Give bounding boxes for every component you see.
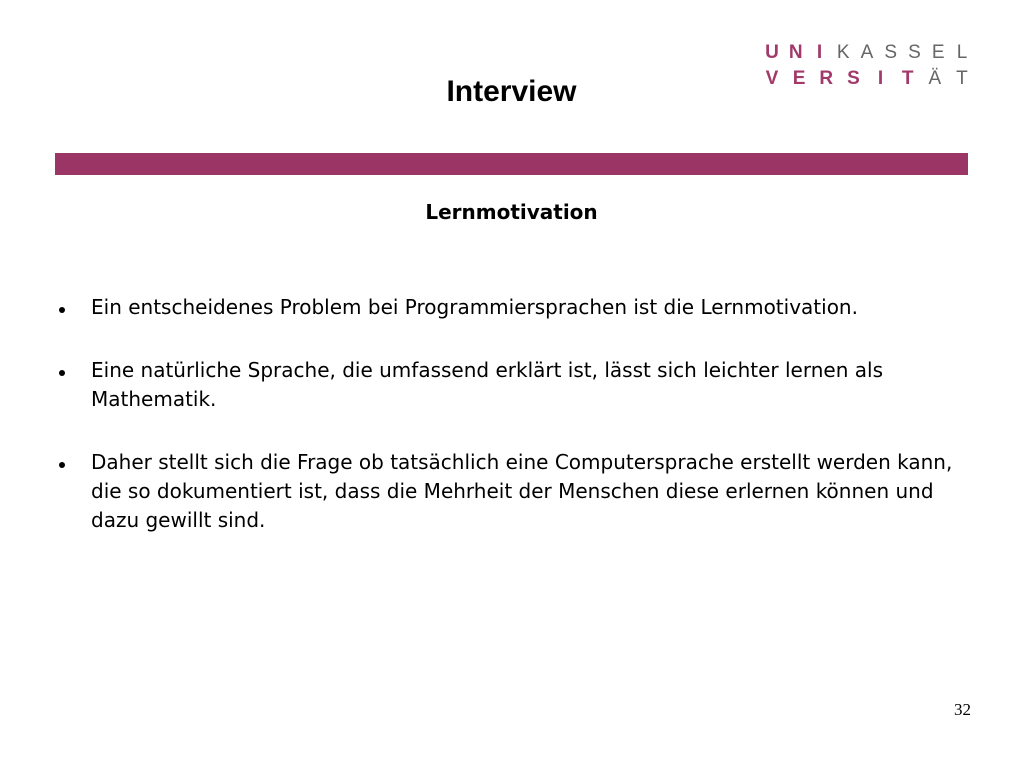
logo-letter: R (819, 68, 834, 89)
bullet-list (55, 293, 955, 569)
logo-letter: K (836, 42, 850, 63)
university-logo (762, 40, 972, 96)
logo-letter: S (847, 68, 860, 89)
logo-letter: I (816, 42, 823, 63)
logo-letter: T (901, 68, 914, 89)
bullet-dot-icon (59, 307, 65, 313)
logo-letter: E (792, 68, 806, 89)
logo-letter: E (931, 42, 945, 63)
logo-letter: A (860, 42, 874, 63)
bullet-dot-icon (59, 370, 65, 376)
bullet-item (55, 356, 955, 414)
bullet-text: Daher stellt sich die Frage ob tatsächlich eine Computersprache erstellt werden kann, die so dokumentiert ist, dass die Mehrheit der Menschen diese erlernen können und dazu gewillt sind. (91, 450, 953, 532)
logo-letter: T (956, 68, 968, 89)
slide-subtitle: Lernmotivation (425, 200, 598, 224)
logo-letter: U (765, 42, 779, 63)
logo-letter: L (956, 42, 968, 63)
bullet-text: Ein entscheidenes Problem bei Programmiersprachen ist die Lernmotivation. (91, 295, 858, 319)
logo-row-bottom (762, 66, 972, 92)
logo-row-top (762, 40, 972, 66)
logo-letter: N (788, 42, 803, 63)
bullet-item (55, 293, 955, 322)
bullet-dot-icon (59, 462, 65, 468)
bullet-item (55, 448, 955, 535)
page-number: 32 (954, 700, 971, 719)
slide-title: Interview (446, 75, 577, 108)
logo-letter: V (765, 68, 779, 89)
logo-letter: Ä (928, 68, 942, 89)
logo-letter: S (884, 42, 898, 63)
logo-letter: S (908, 42, 921, 63)
header-accent-bar (55, 153, 968, 175)
logo-letter: I (877, 68, 884, 89)
bullet-text: Eine natürliche Sprache, die umfassend erklärt ist, lässt sich leichter lernen als Mathematik. (91, 358, 883, 411)
